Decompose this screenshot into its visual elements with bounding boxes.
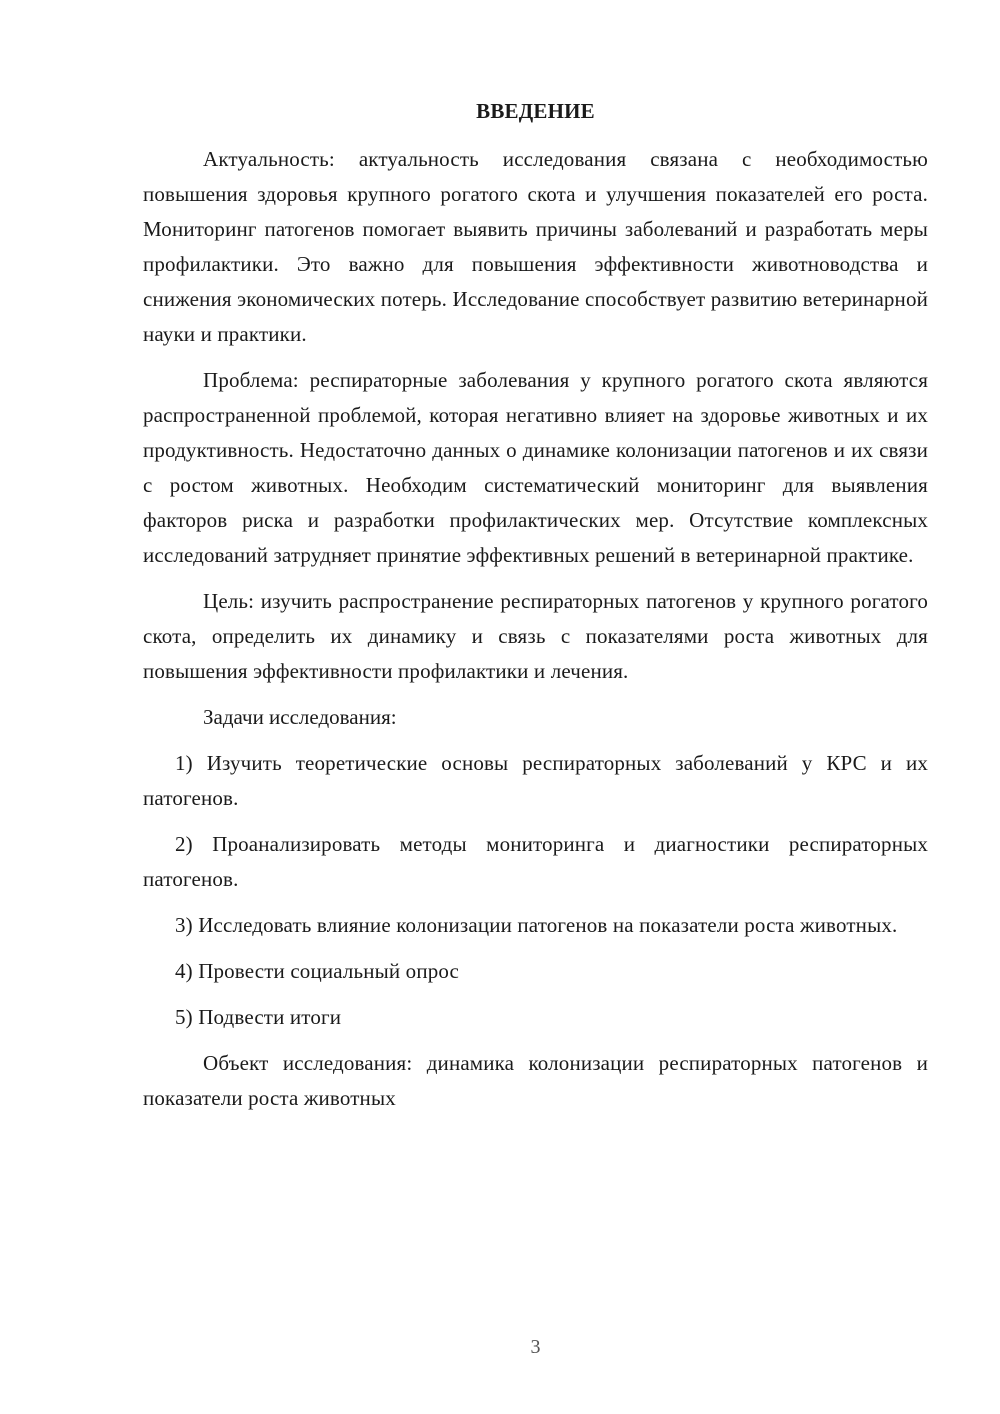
paragraph-relevance: Актуальность: актуальность исследования связана с необходимостью повышения здоровья крупного рогатого скота и улучшения показателей его роста. Мониторинг патогенов помогает выявить причины заболеваний и разработать меры профилактики. Это важно для повышения эффективности животноводства и снижения экономических потерь. Исследование способствует развитию ветеринарной науки и практики. bbox=[143, 147, 928, 346]
paragraph-object: Объект исследования: динамика колонизации респираторных патогенов и показатели роста животных bbox=[143, 1051, 928, 1110]
task-item-3: 3) Исследовать влияние колонизации патогенов на показатели роста животных. bbox=[175, 913, 898, 937]
page-number: 3 bbox=[530, 1336, 541, 1358]
task-item-4: 4) Провести социальный опрос bbox=[175, 959, 460, 983]
task-item-5: 5) Подвести итоги bbox=[175, 1005, 342, 1029]
tasks-heading: Задачи исследования: bbox=[203, 705, 397, 729]
task-item-1: 1) Изучить теоретические основы респираторных заболеваний у КРС и их патогенов. bbox=[143, 751, 928, 810]
section-title: ВВЕДЕНИЕ bbox=[476, 99, 595, 123]
paragraph-goal: Цель: изучить распространение респираторных патогенов у крупного рогатого скота, определить их динамику и связь с показателями роста животных для повышения эффективности профилактики и лечения. bbox=[143, 589, 928, 683]
task-item-2: 2) Проанализировать методы мониторинга и диагностики респираторных патогенов. bbox=[143, 832, 928, 891]
paragraph-problem: Проблема: респираторные заболевания у крупного рогатого скота являются распространенной проблемой, которая негативно влияет на здоровье животных и их продуктивность. Недостаточно данных о динамике колонизации патогенов и их связи с ростом животных. Необходим систематический мониторинг для выявления факторов риска и разработки профилактических мер. Отсутствие комплексных исследований затрудняет принятие эффективных решений в ветеринарной практике. bbox=[143, 368, 928, 567]
